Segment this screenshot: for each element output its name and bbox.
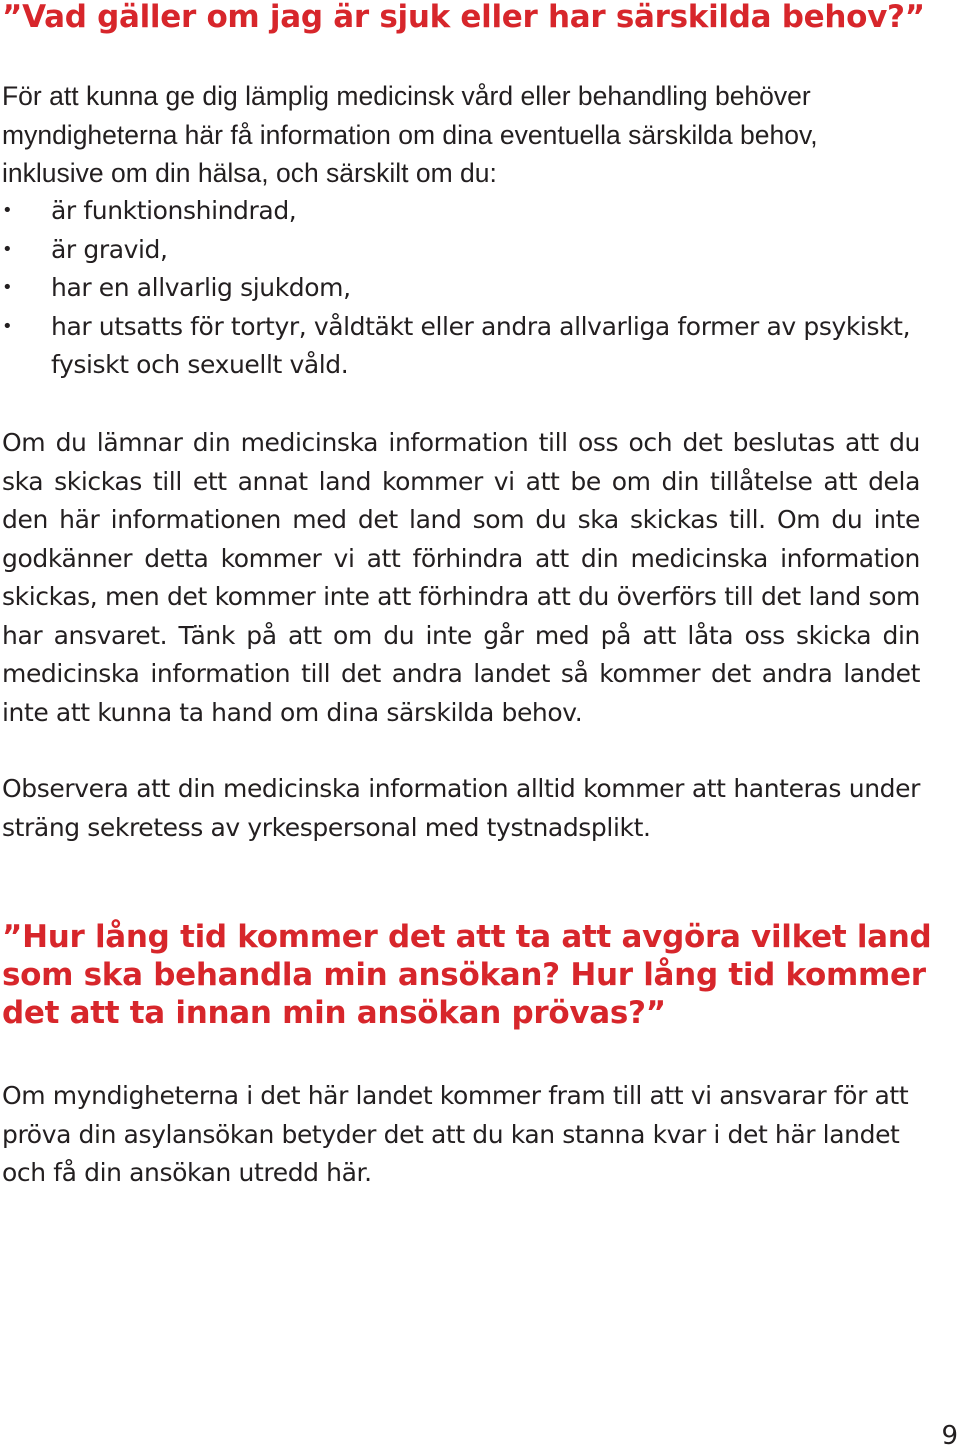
bullet-icon: • — [2, 238, 13, 260]
list-item-text: har utsatts för tortyr, våldtäkt eller andra allvarliga former av psykiskt, fysiskt och sexuellt våld. — [51, 311, 911, 379]
responsibility-paragraph: Om myndigheterna i det här landet kommer fram till att vi ansvarar för att pröva din asylansökan betyder det att du kan stanna kvar i det här landet och få din ansökan utredd här. — [2, 1081, 909, 1187]
list-item — [0, 308, 930, 385]
list-item — [0, 269, 930, 308]
special-needs-list — [0, 192, 930, 385]
medical-information-paragraph: Om du lämnar din medicinska information till oss och det beslutas att du ska skickas till ett annat land kommer vi att be om din tillåtelse att dela den här informationen med det land som du ska skickas till. Om du inte godkänner detta kommer vi att förhindra att din medicinska information skickas, men det kommer inte att förhindra att du överförs till det land som har ansvaret. Tänk på att om du inte går med på att låta oss skicka din medicinska information till det andra landet så kommer det andra landet inte att kunna ta hand om dina särskilda behov. — [2, 428, 920, 727]
confidentiality-paragraph: Observera att din medicinska information alltid kommer att hanteras under sträng sekretess av yrkespersonal med tystnadsplikt. — [2, 774, 920, 842]
list-item-text: är gravid, — [51, 234, 168, 264]
list-item — [0, 192, 930, 231]
bullet-icon: • — [2, 277, 13, 298]
list-item-text: har en allvarlig sjukdom, — [51, 273, 351, 302]
bullet-icon: • — [2, 200, 13, 221]
list-item-text: är funktionshindrad, — [51, 196, 297, 225]
section-heading-special-needs: ”Vad gäller om jag är sjuk eller har särskilda behov?” — [2, 0, 925, 35]
bullet-icon: • — [2, 315, 13, 337]
intro-paragraph: För att kunna ge dig lämplig medicinsk vård eller behandling behöver myndigheterna här få information om dina eventuella särskilda behov, inklusive om din hälsa, och särskilt om du: — [2, 81, 818, 188]
section-heading-processing-time: ”Hur lång tid kommer det att ta att avgöra vilket land som ska behandla min ansökan? Hur lång tid kommer det att ta innan min ansökan prövas?” — [2, 919, 932, 1031]
page-number: 9 — [941, 1421, 958, 1451]
list-item — [0, 231, 930, 270]
